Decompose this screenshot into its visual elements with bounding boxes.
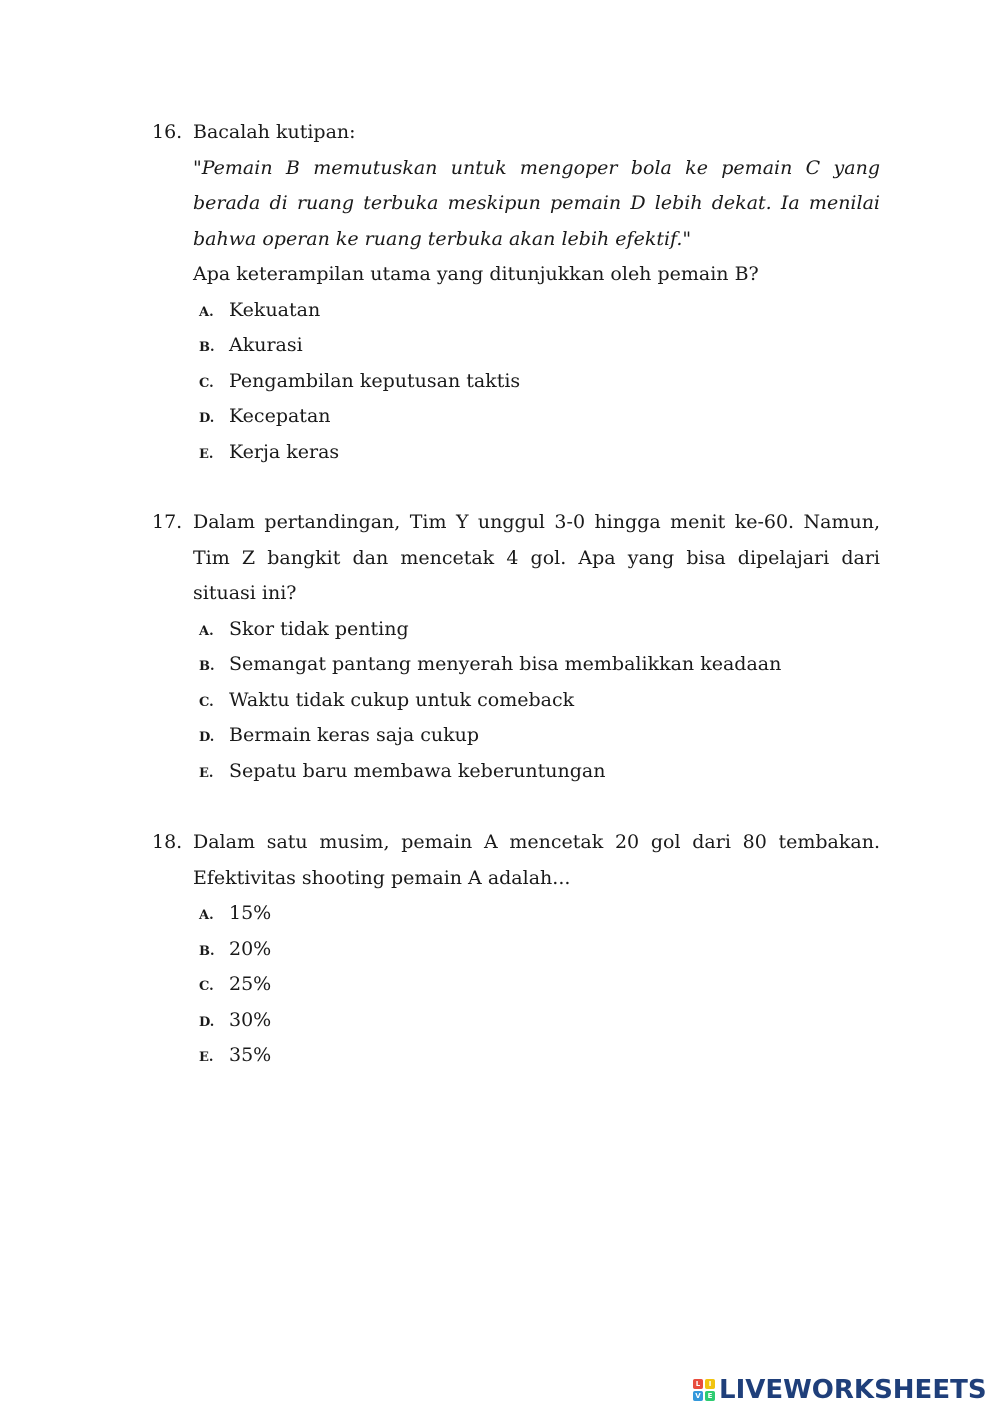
logo-mark-tile: V: [693, 1391, 703, 1401]
option-e[interactable]: [199, 1038, 880, 1074]
option-a[interactable]: [199, 896, 880, 932]
question-number: 17.: [152, 511, 183, 533]
option-text: Waktu tidak cukup untuk comeback: [229, 688, 575, 711]
logo-mark-tile: L: [693, 1379, 703, 1389]
answer-options: [193, 293, 880, 471]
option-letter: B.: [199, 340, 215, 355]
option-d[interactable]: [199, 399, 880, 435]
question-17: [152, 505, 880, 789]
question-16: [152, 115, 880, 470]
option-text: 35%: [229, 1044, 272, 1066]
logo-mark-tile: E: [705, 1391, 715, 1401]
option-letter: A.: [199, 908, 214, 923]
option-c[interactable]: [199, 683, 880, 719]
logo-mark-tile: I: [705, 1379, 715, 1389]
option-d[interactable]: [199, 1003, 880, 1039]
option-e[interactable]: [199, 754, 880, 790]
option-letter: C.: [199, 694, 214, 710]
option-text: Semangat pantang menyerah bisa membalikkan keadaan: [229, 653, 782, 675]
option-letter: D.: [199, 411, 215, 426]
option-b[interactable]: [199, 932, 880, 968]
option-letter: C.: [199, 979, 214, 994]
option-text: 25%: [229, 973, 272, 995]
question-text: Dalam pertandingan, Tim Y unggul 3-0 hingga menit ke-60. Namun, Tim Z bangkit dan mencetak 4 gol. Apa yang bisa dipelajari dari situasi ini?: [193, 511, 880, 604]
option-text: Akurasi: [229, 334, 303, 356]
option-b[interactable]: [199, 328, 880, 364]
option-letter: E.: [199, 765, 214, 781]
option-text: 30%: [229, 1008, 272, 1031]
option-text: Skor tidak penting: [229, 617, 409, 640]
option-c[interactable]: [199, 364, 880, 400]
option-letter: B.: [199, 659, 215, 674]
option-e[interactable]: [199, 435, 880, 471]
option-text: Pengambilan keputusan taktis: [229, 369, 521, 392]
option-letter: C.: [199, 375, 214, 391]
option-text: Kekuatan: [229, 298, 321, 321]
liveworksheets-logo[interactable]: [693, 1376, 987, 1404]
logo-text: LIVEWORKSHEETS: [719, 1375, 987, 1405]
option-text: Bermain keras saja cukup: [229, 724, 480, 746]
option-text: Kecepatan: [229, 405, 331, 427]
option-letter: A.: [199, 304, 214, 320]
option-text: Sepatu baru membawa keberuntungan: [229, 759, 606, 782]
question-quote: "Pemain B memutuskan untuk mengoper bola ke pemain C yang berada di ruang terbuka meskipun pemain D lebih dekat. Ia menilai bahwa operan ke ruang terbuka akan lebih efektif.": [193, 156, 880, 250]
option-d[interactable]: [199, 718, 880, 754]
option-a[interactable]: [199, 612, 880, 648]
question-intro: Bacalah kutipan:: [193, 121, 356, 143]
option-a[interactable]: [199, 293, 880, 329]
option-letter: D.: [199, 1014, 215, 1030]
option-text: 15%: [229, 902, 272, 924]
answer-options: [193, 896, 880, 1074]
option-letter: D.: [199, 730, 215, 745]
answer-options: [193, 612, 880, 790]
option-letter: A.: [199, 623, 214, 639]
option-text: Kerja keras: [229, 440, 340, 463]
question-number: 18.: [152, 831, 183, 853]
option-b[interactable]: [199, 647, 880, 683]
option-letter: B.: [199, 943, 215, 959]
option-letter: E.: [199, 446, 214, 462]
question-number: 16.: [152, 121, 183, 143]
question-18: [152, 825, 880, 1074]
option-c[interactable]: [199, 967, 880, 1003]
question-text: Dalam satu musim, pemain A mencetak 20 gol dari 80 tembakan. Efektivitas shooting pemain A adalah...: [193, 831, 880, 889]
option-letter: E.: [199, 1050, 214, 1065]
option-text: 20%: [229, 937, 272, 960]
question-prompt: Apa keterampilan utama yang ditunjukkan oleh pemain B?: [193, 263, 759, 285]
logo-mark-icon: [693, 1379, 715, 1401]
